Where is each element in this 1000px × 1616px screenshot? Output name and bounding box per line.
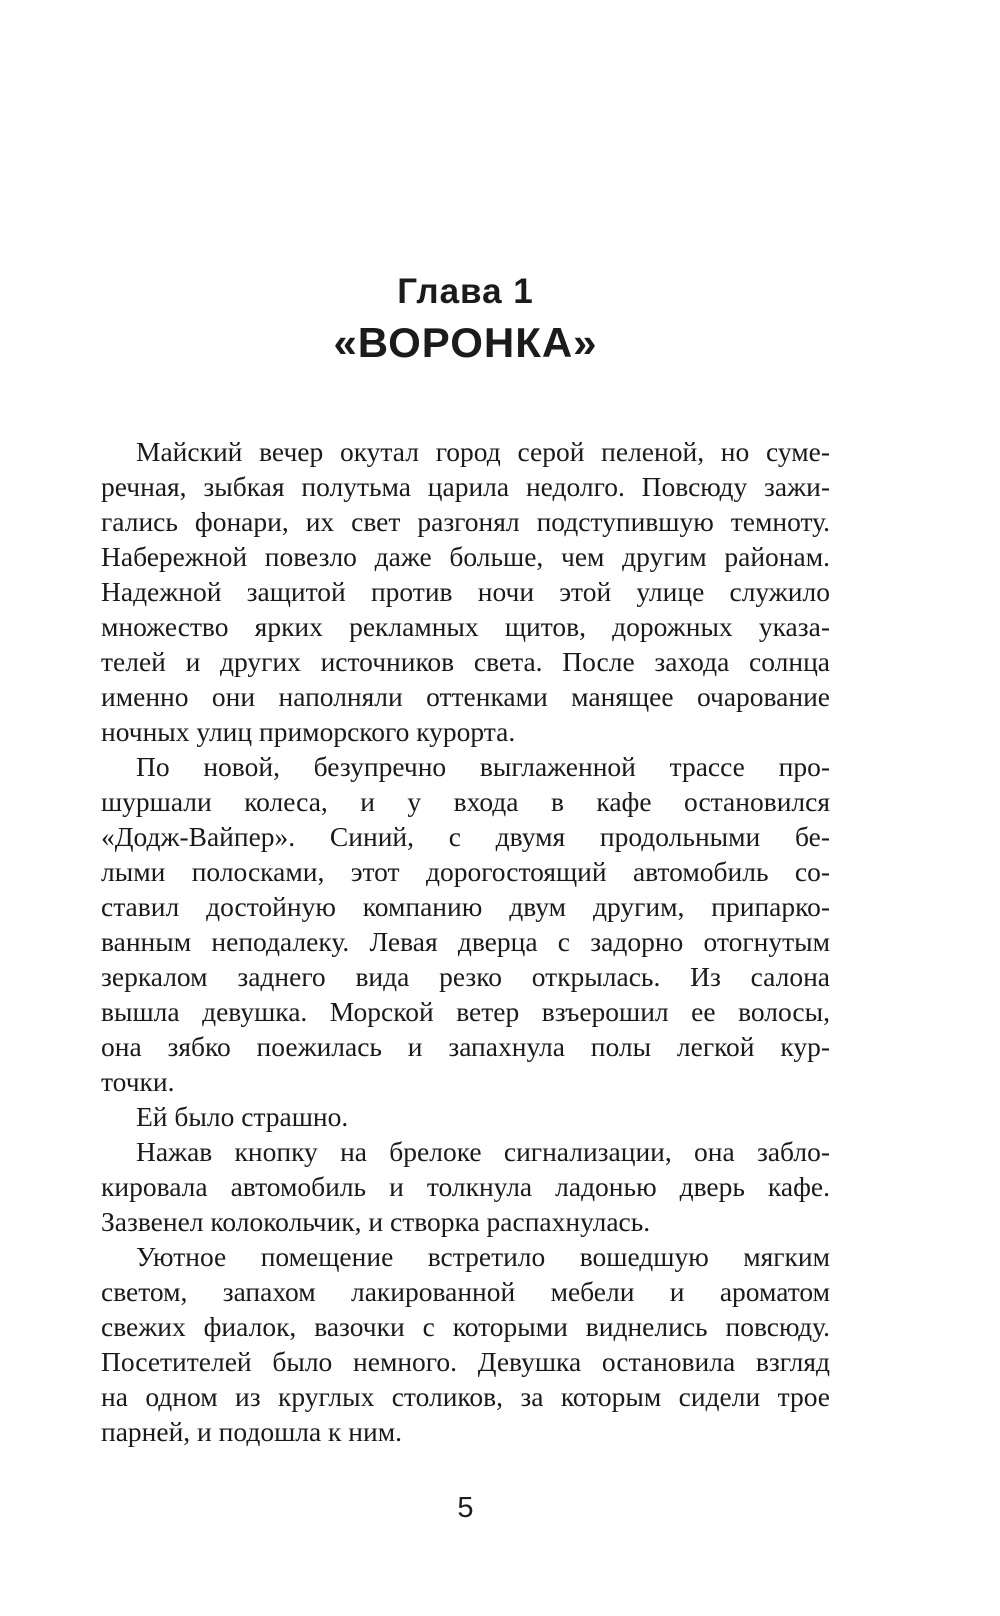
chapter-heading: [101, 274, 830, 364]
text-line: шуршали колеса, и у входа в кафе остановился: [101, 786, 830, 817]
text-line: именно они наполняли оттенками манящее очарование: [101, 681, 830, 712]
paragraph: [101, 1134, 830, 1239]
text-line: По новой, безупречно выглаженной трассе про-: [136, 751, 830, 782]
text-line: зеркалом заднего вида резко открылась. Из салона: [101, 961, 830, 992]
text-line: она зябко поежилась и запахнула полы легкой кур-: [101, 1031, 830, 1062]
paragraph: [101, 1099, 830, 1134]
chapter-text: [101, 434, 830, 1449]
text-line: кировала автомобиль и толкнула ладонью дверь кафе.: [101, 1171, 830, 1202]
text-line: лыми полосками, этот дорогостоящий автомобиль со-: [101, 856, 830, 887]
text-line: Набережной повезло даже больше, чем другим районам.: [101, 541, 830, 572]
text-line: Посетителей было немного. Девушка остановила взгляд: [101, 1346, 830, 1377]
text-line: светом, запахом лакированной мебели и ароматом: [101, 1276, 830, 1307]
text-line: «Додж-Вайпер». Синий, с двумя продольными бе-: [101, 821, 830, 852]
text-line: вышла девушка. Морской ветер взъерошил ее волосы,: [101, 996, 830, 1027]
text-line: Ей было страшно.: [136, 1101, 349, 1132]
paragraph: [101, 1239, 830, 1449]
text-line: Надежной защитой против ночи этой улице служило: [101, 576, 830, 607]
text-line: Зазвенел колокольчик, и створка распахнулась.: [101, 1206, 651, 1237]
text-line: множество ярких рекламных щитов, дорожных указа-: [101, 611, 830, 642]
text-line: на одном из круглых столиков, за которым сидели трое: [101, 1381, 830, 1412]
chapter-title: «ВОРОНКА»: [333, 319, 598, 366]
text-line: парней, и подошла к ним.: [101, 1416, 402, 1447]
text-line: Уютное помещение встретило вошедшую мягким: [136, 1241, 830, 1272]
text-line: точки.: [101, 1066, 175, 1097]
text-line: Нажав кнопку на брелоке сигнализации, она забло-: [136, 1136, 830, 1167]
text-line: ночных улиц приморского курорта.: [101, 716, 516, 747]
text-line: свежих фиалок, вазочки с которыми виднелись повсюду.: [101, 1311, 830, 1342]
text-line: речная, зыбкая полутьма царила недолго. Повсюду зажи-: [101, 471, 830, 502]
text-line: гались фонари, их свет разгонял подступившую темноту.: [101, 506, 830, 537]
chapter-number: Глава 1: [397, 272, 534, 311]
paragraph: [101, 749, 830, 1099]
page-number: 5: [457, 1492, 474, 1524]
text-line: ставил достойную компанию двум другим, припарко-: [101, 891, 830, 922]
text-line: Майский вечер окутал город серой пеленой, но суме-: [136, 436, 830, 467]
text-line: телей и других источников света. После захода солнца: [101, 646, 830, 677]
text-line: ванным неподалеку. Левая дверца с задорно отогнутым: [101, 926, 830, 957]
paragraph: [101, 434, 830, 749]
